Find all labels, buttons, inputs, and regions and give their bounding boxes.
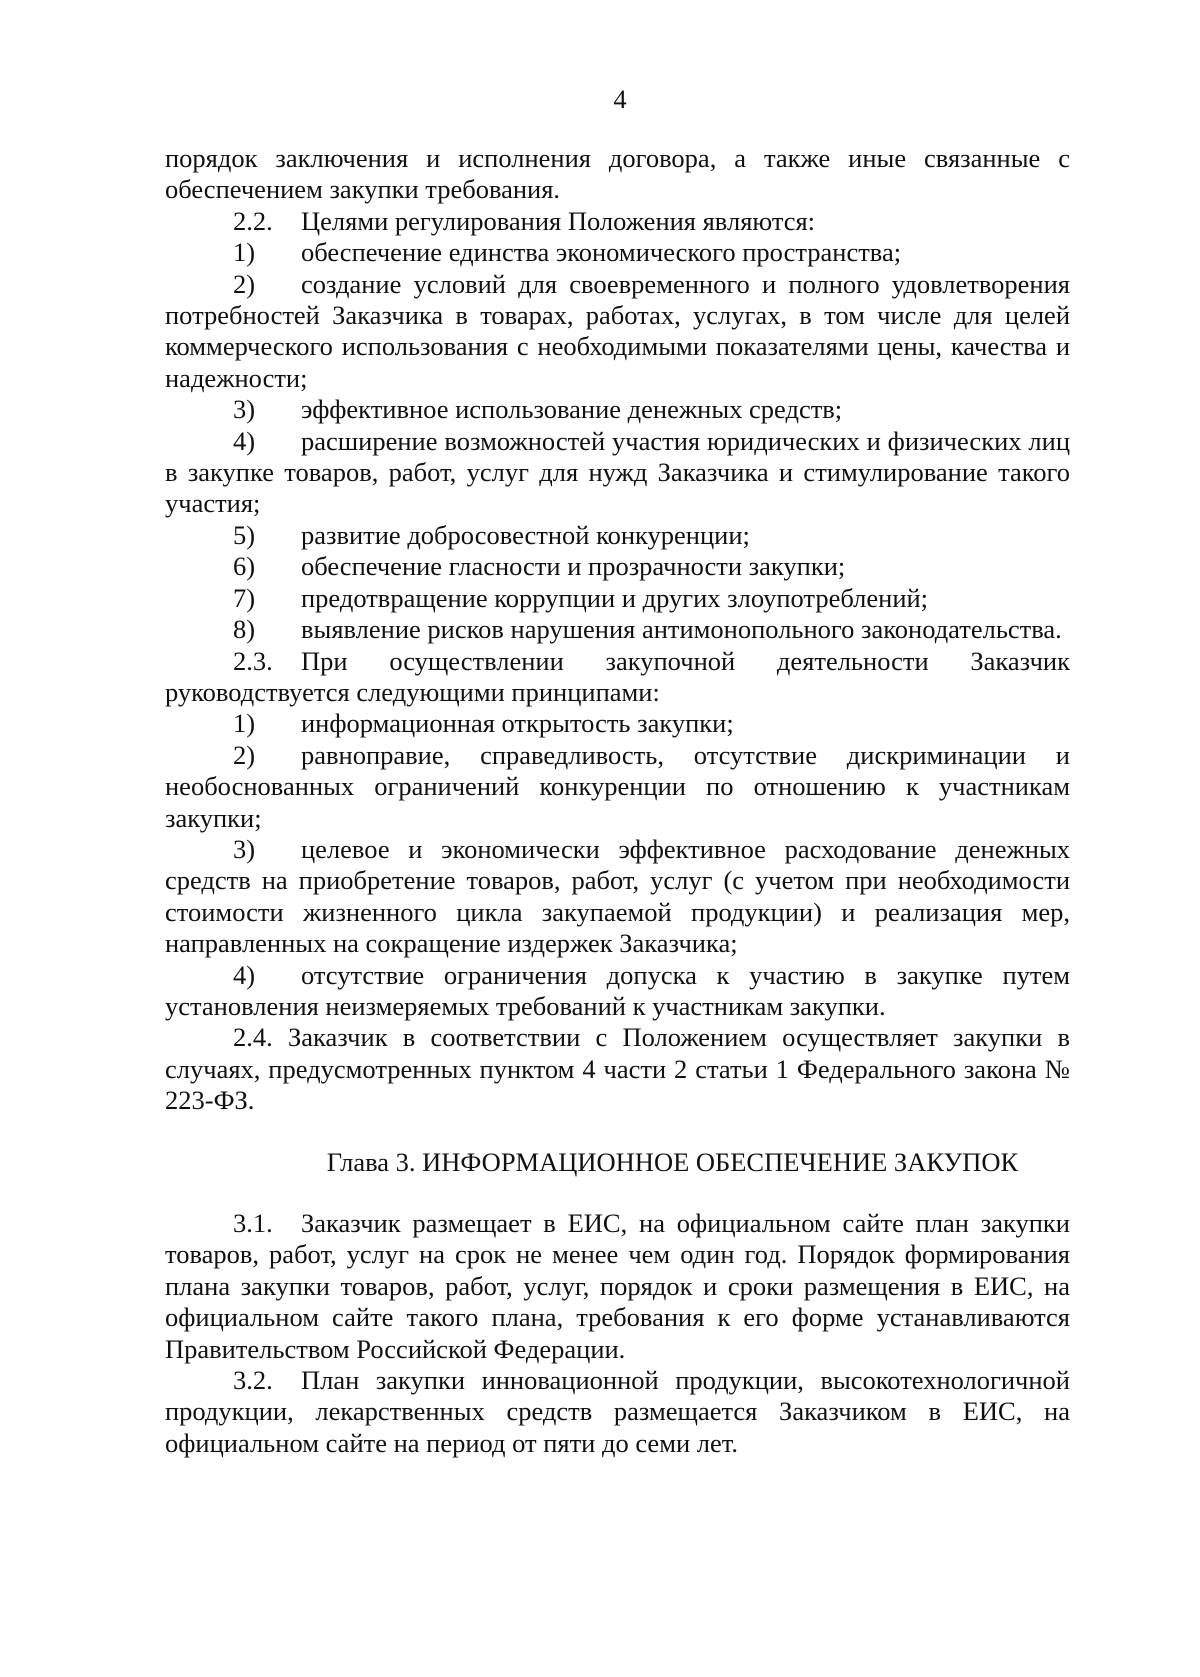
paragraph-text: обеспечение единства экономического пространства; [301, 237, 902, 268]
document-body [165, 143, 1070, 1459]
list-item [165, 269, 1070, 395]
list-item [165, 426, 1070, 520]
paragraph-text: информационная открытость закупки; [301, 708, 734, 739]
list-item [165, 708, 1070, 739]
paragraph [165, 1365, 1070, 1459]
paragraph-text: План закупки инновационной продукции, высокотехнологичной продукции, лекарственных средств размещается Заказчиком в ЕИС, на официальном сайте на период от пяти до семи лет. [165, 1365, 1070, 1458]
paragraph-text: равноправие, справедливость, отсутствие дискриминации и необоснованных ограничений конкуренции по отношению к участникам закупки; [165, 739, 1070, 833]
paragraph-text: обеспечение гласности и прозрачности закупки; [301, 551, 846, 582]
paragraph-text: При осуществлении закупочной деятельности Заказчик руководствуется следующими принципами: [165, 645, 1070, 707]
page-number: 4 [613, 84, 627, 114]
section-2-continued [165, 143, 1070, 1117]
item-number: 2.2. [233, 205, 273, 236]
paragraph-text: целевое и экономически эффективное расходование денежных средств на приобретение товаров, работ, услуг (с учетом при необходимости стоимости жизненного цикла закупаемой продукции) и реализация мер, направленных на сокращение издержек Заказчика; [165, 833, 1070, 959]
item-number: 2) [233, 268, 256, 299]
chapter-heading: Глава 3. ИНФОРМАЦИОННОЕ ОБЕСПЕЧЕНИЕ ЗАКУПОК [326, 1146, 1019, 1177]
paragraph-text: развитие добросовестной конкуренции; [301, 519, 750, 550]
paragraph [165, 206, 1070, 237]
item-number: 3) [233, 394, 256, 425]
list-item [165, 551, 1070, 582]
item-number: 2.3. [233, 645, 273, 676]
item-number: 1) [233, 708, 256, 739]
paragraph-text: создание условий для своевременного и полного удовлетворения потребностей Заказчика в товарах, работах, услугах, в том числе для целей коммерческого использования с необходимыми показателями цены, качества и надежности; [165, 268, 1070, 393]
item-number: 4) [233, 959, 256, 990]
list-item [165, 834, 1070, 960]
item-number: 3) [233, 833, 256, 864]
paragraph [165, 1208, 1070, 1365]
list-item [165, 237, 1070, 268]
paragraph-text: порядок заключения и исполнения договора, а также иные связанные с обеспечением закупки требования. [165, 143, 1070, 205]
paragraph-text: 2.4. Заказчик в соответствии с Положением осуществляет закупки в случаях, предусмотренных пунктом 4 части 2 статьи 1 Федерального закона № 223-ФЗ. [165, 1022, 1070, 1116]
paragraph-text: эффективное использование денежных средств; [301, 394, 843, 425]
paragraph-text: расширение возможностей участия юридических и физических лиц в закупке товаров, работ, услуг для нужд Заказчика и стимулирование такого участия; [165, 425, 1070, 519]
list-item [165, 583, 1070, 614]
item-number: 1) [233, 237, 256, 268]
paragraph-text: Целями регулирования Положения являются: [301, 205, 816, 236]
list-item [165, 394, 1070, 425]
item-number: 4) [233, 425, 256, 456]
item-number: 7) [233, 582, 256, 613]
paragraph [165, 646, 1070, 709]
item-number: 3.1. [233, 1208, 273, 1238]
item-number: 8) [233, 614, 256, 645]
list-item [165, 614, 1070, 645]
paragraph-text: предотвращение коррупции и других злоупотреблений; [301, 582, 929, 613]
item-number: 6) [233, 551, 256, 582]
paragraph [165, 1022, 1070, 1116]
item-number: 3.2. [233, 1365, 273, 1396]
item-number: 5) [233, 519, 256, 550]
paragraph-text: Заказчик размещает в ЕИС, на официальном сайте план закупки товаров, работ, услуг на срок не менее чем один год. Порядок формирования плана закупки товаров, работ, услуг, порядок и сроки размещения в ЕИС, на официальном сайте такого плана, требования к его форме устанавливаются Правительством Российской Федерации. [165, 1208, 1070, 1364]
list-item [165, 740, 1070, 834]
list-item [165, 520, 1070, 551]
paragraph [165, 143, 1070, 206]
paragraph-text: выявление рисков нарушения антимонопольного законодательства. [301, 614, 1062, 645]
section-3 [165, 1208, 1070, 1459]
paragraph-text: отсутствие ограничения допуска к участию в закупке путем установления неизмеряемых требований к участникам закупки. [165, 959, 1070, 1021]
list-item [165, 960, 1070, 1023]
item-number: 2) [233, 739, 256, 770]
